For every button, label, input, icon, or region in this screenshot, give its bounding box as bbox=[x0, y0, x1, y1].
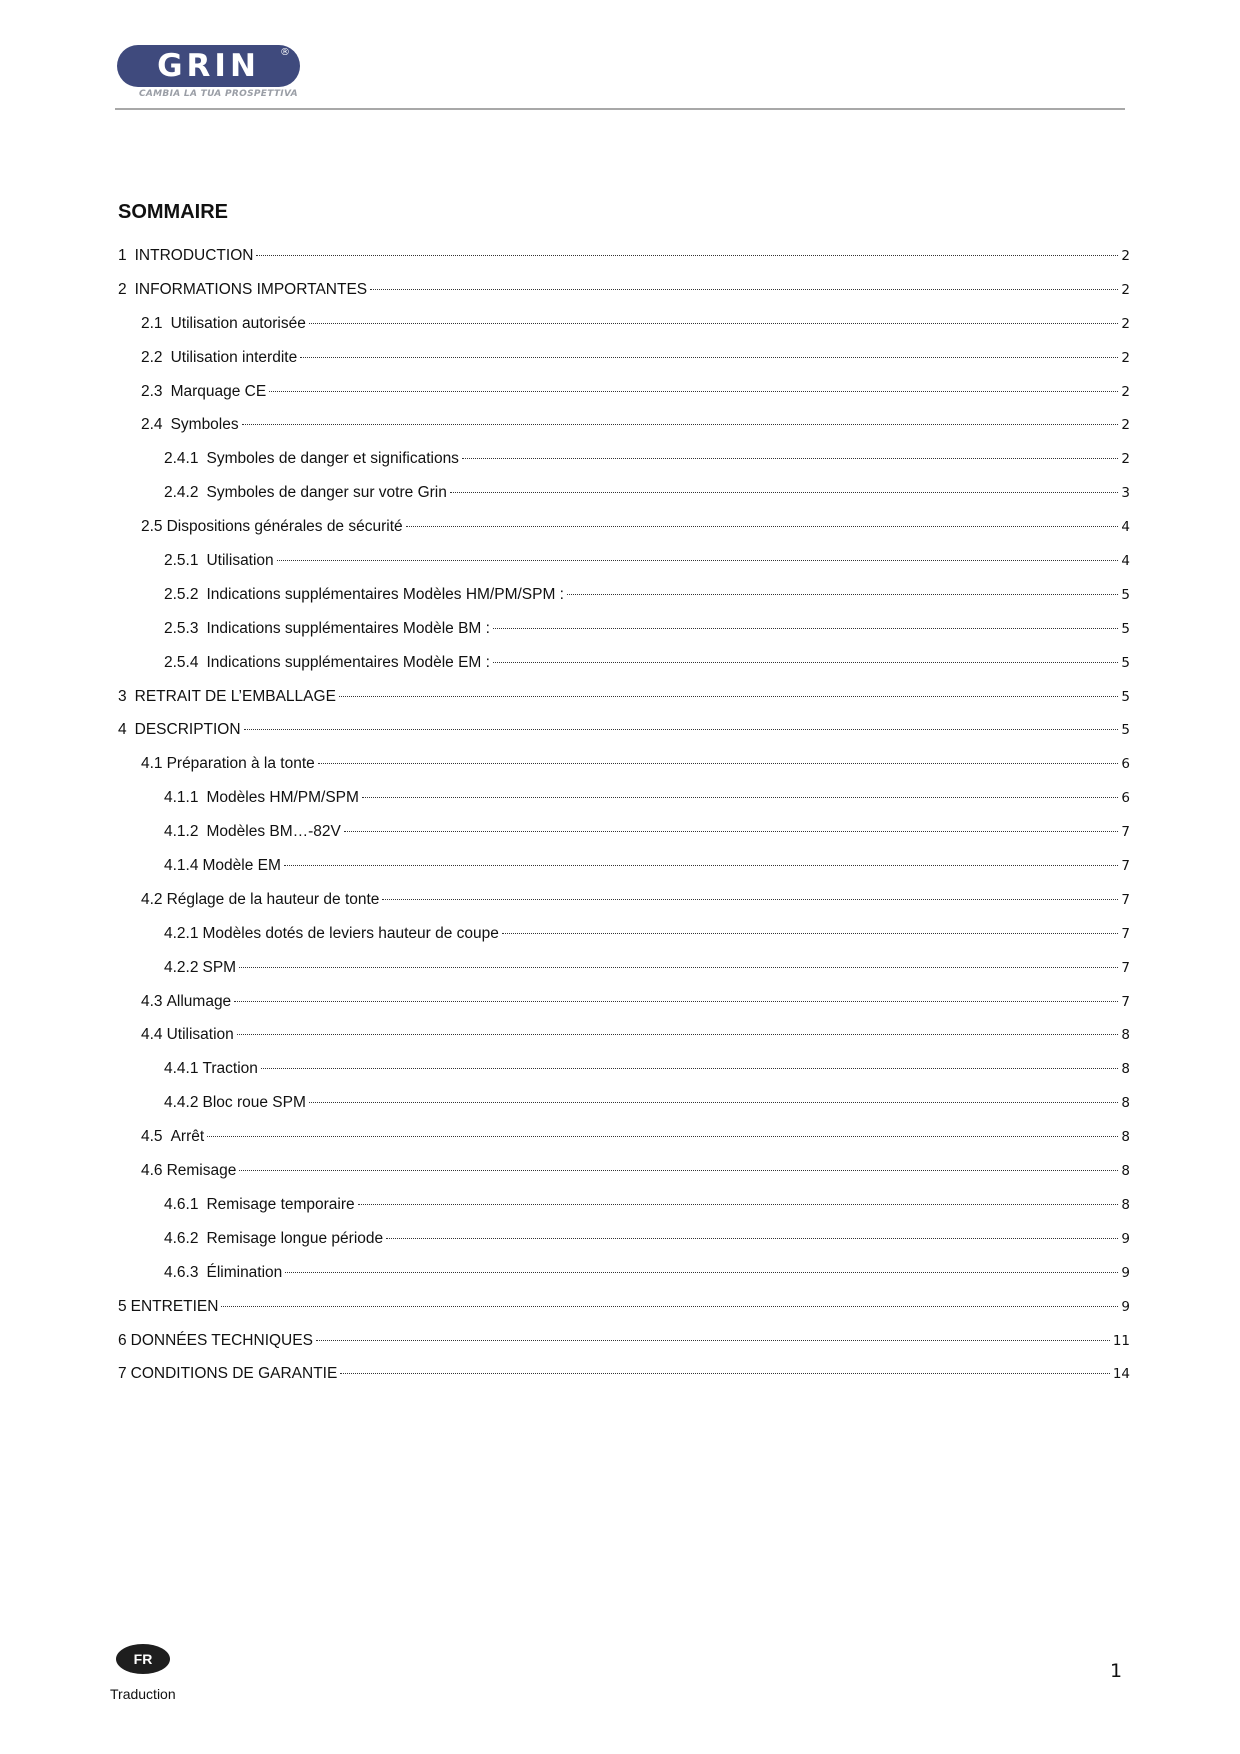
toc-entry-title[interactable]: Modèle EM bbox=[202, 857, 281, 875]
dot-leader bbox=[277, 560, 1119, 561]
dot-leader bbox=[386, 1238, 1118, 1239]
toc-entry-page[interactable]: 7 bbox=[1121, 858, 1130, 875]
toc-entry-number: 1 bbox=[118, 247, 127, 264]
dot-leader bbox=[382, 899, 1118, 900]
dot-leader bbox=[309, 323, 1119, 324]
toc-entry-page[interactable]: 2 bbox=[1121, 281, 1130, 298]
toc-entry-page[interactable]: 4 bbox=[1121, 519, 1130, 536]
logo-wordmark: GRIN bbox=[157, 48, 260, 84]
toc-entry-title[interactable]: ENTRETIEN bbox=[130, 1297, 219, 1315]
toc-entry-title[interactable]: Utilisation bbox=[206, 552, 274, 570]
dot-leader bbox=[237, 1034, 1119, 1035]
dot-leader bbox=[462, 458, 1118, 459]
toc-entry-page[interactable]: 8 bbox=[1121, 1061, 1130, 1078]
toc-entry[interactable] bbox=[118, 1126, 1130, 1160]
toc-entry-title[interactable]: Utilisation interdite bbox=[170, 348, 298, 366]
toc-entry-title[interactable]: Remisage bbox=[166, 1162, 237, 1180]
toc-entry-page[interactable]: 2 bbox=[1121, 248, 1130, 264]
toc-entry-number: 4.6.3 bbox=[164, 1263, 199, 1281]
dot-leader bbox=[567, 594, 1118, 595]
toc-entry-number: 4.6.1 bbox=[164, 1195, 199, 1213]
toc-entry-number: 4.1.4 bbox=[164, 857, 199, 875]
toc-entry[interactable] bbox=[118, 550, 1130, 584]
toc-entry-page[interactable]: 11 bbox=[1112, 1332, 1130, 1349]
toc-entry-title[interactable]: Modèles HM/PM/SPM bbox=[206, 789, 359, 807]
toc-entry-number: 4.3 bbox=[141, 992, 163, 1010]
toc-entry-title[interactable]: Indications supplémentaires Modèle EM : bbox=[206, 653, 490, 671]
toc-entry-title[interactable]: DONNÉES TECHNIQUES bbox=[130, 1331, 313, 1349]
dot-leader bbox=[221, 1306, 1118, 1307]
toc-entry[interactable] bbox=[118, 1296, 1130, 1330]
toc-entry-page[interactable]: 3 bbox=[1121, 485, 1130, 502]
toc-entry[interactable] bbox=[118, 1330, 1130, 1364]
toc-entry[interactable] bbox=[118, 347, 1130, 381]
dot-leader bbox=[242, 424, 1119, 425]
toc-entry-title[interactable]: Modèles dotés de leviers hauteur de coupe bbox=[202, 924, 499, 942]
toc-entry-page[interactable]: 8 bbox=[1121, 1027, 1130, 1044]
toc-entry-page[interactable]: 14 bbox=[1112, 1366, 1130, 1383]
dot-leader bbox=[244, 729, 1119, 730]
toc-entry-title[interactable]: Indications supplémentaires Modèle BM : bbox=[206, 619, 490, 637]
dot-leader bbox=[339, 696, 1119, 697]
dot-leader bbox=[358, 1204, 1119, 1205]
toc-entry-number: 2.5.2 bbox=[164, 585, 199, 603]
dot-leader bbox=[340, 1373, 1110, 1374]
dot-leader bbox=[370, 289, 1118, 290]
toc-entry-title[interactable]: Traction bbox=[202, 1060, 258, 1078]
toc-entry[interactable] bbox=[118, 1262, 1130, 1296]
dot-leader bbox=[269, 391, 1118, 392]
toc-entry-title[interactable]: SPM bbox=[202, 958, 237, 976]
toc-entry-page[interactable]: 5 bbox=[1121, 654, 1130, 671]
toc-entry[interactable] bbox=[118, 313, 1130, 347]
toc-entry-page[interactable]: 5 bbox=[1121, 620, 1130, 637]
toc-entry-title[interactable]: Modèles BM…-82V bbox=[206, 823, 341, 841]
toc-entry-number: 2.4.2 bbox=[164, 484, 199, 502]
toc-entry[interactable] bbox=[118, 719, 1130, 753]
toc-entry-title[interactable]: Réglage de la hauteur de tonte bbox=[166, 890, 380, 908]
toc-entry-number: 2.5 bbox=[141, 518, 163, 536]
toc-entry[interactable] bbox=[118, 821, 1130, 855]
dot-leader bbox=[493, 628, 1118, 629]
toc-entry-number: 4.2.2 bbox=[164, 958, 199, 976]
toc-entry[interactable] bbox=[118, 1160, 1130, 1194]
toc-entry-title[interactable]: Préparation à la tonte bbox=[166, 755, 315, 773]
dot-leader bbox=[239, 967, 1118, 968]
language-caption: Traduction bbox=[110, 1686, 176, 1702]
toc-entry-title[interactable]: DESCRIPTION bbox=[134, 721, 241, 739]
toc-entry-title[interactable]: Marquage CE bbox=[170, 382, 267, 400]
dot-leader bbox=[316, 1340, 1110, 1341]
toc-entry-page[interactable]: 2 bbox=[1121, 315, 1130, 332]
toc-entry-page[interactable]: 9 bbox=[1121, 1298, 1130, 1315]
toc-entry-page[interactable]: 6 bbox=[1121, 790, 1130, 807]
toc-entry-number: 4.2 bbox=[141, 890, 163, 908]
toc-entry[interactable] bbox=[118, 753, 1130, 787]
registered-trademark-icon: ® bbox=[280, 47, 290, 58]
toc-entry-number: 2.5.4 bbox=[164, 653, 199, 671]
table-of-contents bbox=[118, 245, 1130, 1397]
toc-entry[interactable] bbox=[118, 279, 1130, 313]
toc-entry-title[interactable]: INTRODUCTION bbox=[134, 247, 254, 264]
toc-entry[interactable] bbox=[118, 889, 1130, 923]
toc-entry-page[interactable]: 2 bbox=[1121, 383, 1130, 400]
toc-entry-title[interactable]: Remisage temporaire bbox=[206, 1195, 355, 1213]
dot-leader bbox=[362, 797, 1118, 798]
toc-entry[interactable] bbox=[118, 584, 1130, 618]
toc-entry-number: 5 bbox=[118, 1297, 127, 1315]
toc-entry-page[interactable]: 5 bbox=[1121, 688, 1130, 705]
toc-entry[interactable] bbox=[118, 1363, 1130, 1397]
toc-entry[interactable] bbox=[118, 686, 1130, 720]
toc-entry-title[interactable]: Bloc roue SPM bbox=[202, 1094, 306, 1112]
dot-leader bbox=[256, 255, 1118, 256]
toc-entry-title[interactable]: Symboles de danger sur votre Grin bbox=[206, 484, 447, 502]
toc-entry-number: 4.1.1 bbox=[164, 789, 199, 807]
toc-entry-number: 4.2.1 bbox=[164, 924, 199, 942]
dot-leader bbox=[344, 831, 1119, 832]
toc-entry-number: 2.5.3 bbox=[164, 619, 199, 637]
toc-entry-number: 2.5.1 bbox=[164, 552, 199, 570]
dot-leader bbox=[502, 933, 1119, 934]
toc-entry-page[interactable]: 7 bbox=[1121, 959, 1130, 976]
toc-entry-page[interactable]: 2 bbox=[1121, 451, 1130, 468]
toc-entry[interactable] bbox=[118, 1194, 1130, 1228]
toc-entry-number: 2.3 bbox=[141, 382, 163, 400]
toc-entry-page[interactable]: 2 bbox=[1121, 349, 1130, 366]
toc-entry-number: 4.6.2 bbox=[164, 1229, 199, 1247]
toc-entry-page[interactable]: 7 bbox=[1121, 891, 1130, 908]
toc-entry-title[interactable]: Symboles de danger et significations bbox=[206, 450, 459, 468]
dot-leader bbox=[234, 1001, 1118, 1002]
toc-entry[interactable] bbox=[118, 923, 1130, 957]
toc-entry-page[interactable]: 8 bbox=[1121, 1095, 1130, 1112]
toc-entry-title[interactable]: Élimination bbox=[206, 1263, 283, 1281]
dot-leader bbox=[450, 492, 1119, 493]
header-divider bbox=[115, 108, 1125, 110]
toc-entry[interactable] bbox=[118, 855, 1130, 889]
toc-entry-title[interactable]: Allumage bbox=[166, 992, 232, 1010]
toc-entry-title[interactable]: Symboles bbox=[170, 416, 239, 434]
toc-entry-page[interactable]: 7 bbox=[1121, 824, 1130, 841]
toc-entry-title[interactable]: Utilisation autorisée bbox=[170, 314, 306, 332]
page-number: 1 bbox=[1110, 1660, 1123, 1682]
toc-entry-number: 4.1.2 bbox=[164, 823, 199, 841]
dot-leader bbox=[207, 1136, 1118, 1137]
toc-entry-number: 2.2 bbox=[141, 348, 163, 366]
toc-entry-number: 2.1 bbox=[141, 314, 163, 332]
toc-entry-number: 2 bbox=[118, 280, 127, 298]
toc-entry-page[interactable]: 5 bbox=[1121, 722, 1130, 739]
toc-entry-title[interactable]: Remisage longue période bbox=[206, 1229, 384, 1247]
toc-entry-page[interactable]: 7 bbox=[1121, 993, 1130, 1010]
dot-leader bbox=[318, 763, 1119, 764]
toc-entry-title[interactable]: Utilisation bbox=[166, 1026, 234, 1044]
toc-entry[interactable] bbox=[118, 448, 1130, 482]
dot-leader bbox=[285, 1272, 1118, 1273]
toc-entry-number: 7 bbox=[118, 1365, 127, 1383]
toc-entry[interactable] bbox=[118, 414, 1130, 448]
toc-entry-title[interactable]: Dispositions générales de sécurité bbox=[166, 518, 403, 536]
toc-entry-title[interactable]: Indications supplémentaires Modèles HM/PM/SPM : bbox=[206, 585, 564, 603]
toc-entry[interactable] bbox=[118, 1024, 1130, 1058]
logo-tagline: CAMBIA LA TUA PROSPETTIVA bbox=[139, 89, 298, 99]
toc-entry-number: 6 bbox=[118, 1331, 127, 1349]
toc-entry-number: 2.4.1 bbox=[164, 450, 199, 468]
toc-entry-number: 4.1 bbox=[141, 755, 163, 773]
toc-entry[interactable] bbox=[118, 618, 1130, 652]
toc-entry-page[interactable]: 4 bbox=[1121, 553, 1130, 570]
toc-entry-page[interactable]: 8 bbox=[1121, 1163, 1130, 1180]
toc-entry-number: 4.4 bbox=[141, 1026, 163, 1044]
toc-entry-number: 2.4 bbox=[141, 416, 163, 434]
toc-entry-number: 4.6 bbox=[141, 1162, 163, 1180]
toc-entry-number: 4.4.1 bbox=[164, 1060, 199, 1078]
toc-entry-page[interactable]: 6 bbox=[1121, 756, 1130, 773]
toc-entry-title[interactable]: CONDITIONS DE GARANTIE bbox=[130, 1365, 338, 1383]
toc-entry-title[interactable]: RETRAIT DE L’EMBALLAGE bbox=[134, 687, 336, 705]
toc-entry[interactable] bbox=[118, 652, 1130, 686]
toc-entry-number: 4.4.2 bbox=[164, 1094, 199, 1112]
toc-entry[interactable] bbox=[118, 381, 1130, 415]
dot-leader bbox=[261, 1068, 1119, 1069]
toc-entry[interactable] bbox=[118, 957, 1130, 991]
toc-entry-page[interactable]: 9 bbox=[1121, 1264, 1130, 1281]
dot-leader bbox=[309, 1102, 1119, 1103]
toc-entry-number: 4.5 bbox=[141, 1128, 163, 1146]
dot-leader bbox=[239, 1170, 1118, 1171]
toc-entry[interactable] bbox=[118, 1058, 1130, 1092]
dot-leader bbox=[300, 357, 1118, 358]
dot-leader bbox=[493, 662, 1118, 663]
dot-leader bbox=[284, 865, 1119, 866]
toc-entry-page[interactable]: 7 bbox=[1121, 925, 1130, 942]
toc-entry-number: 3 bbox=[118, 687, 127, 705]
toc-entry-number: 4 bbox=[118, 721, 127, 739]
grin-logo bbox=[117, 45, 301, 105]
toc-entry[interactable] bbox=[118, 991, 1130, 1025]
toc-entry-page[interactable]: 2 bbox=[1121, 417, 1130, 434]
toc-entry-page[interactable]: 5 bbox=[1121, 586, 1130, 603]
toc-entry[interactable] bbox=[118, 1092, 1130, 1126]
language-badge: FR bbox=[116, 1644, 170, 1674]
toc-entry[interactable] bbox=[118, 482, 1130, 516]
toc-entry[interactable] bbox=[118, 516, 1130, 550]
toc-entry-title[interactable]: INFORMATIONS IMPORTANTES bbox=[134, 280, 368, 298]
toc-entry-page[interactable]: 8 bbox=[1121, 1129, 1130, 1146]
toc-entry-page[interactable]: 8 bbox=[1121, 1196, 1130, 1213]
toc-entry-page[interactable]: 9 bbox=[1121, 1230, 1130, 1247]
dot-leader bbox=[406, 526, 1119, 527]
toc-entry[interactable] bbox=[118, 1228, 1130, 1262]
toc-title: SOMMAIRE bbox=[118, 201, 228, 223]
toc-entry[interactable] bbox=[118, 245, 1130, 279]
toc-entry-title[interactable]: Arrêt bbox=[170, 1128, 205, 1146]
toc-entry[interactable] bbox=[118, 787, 1130, 821]
